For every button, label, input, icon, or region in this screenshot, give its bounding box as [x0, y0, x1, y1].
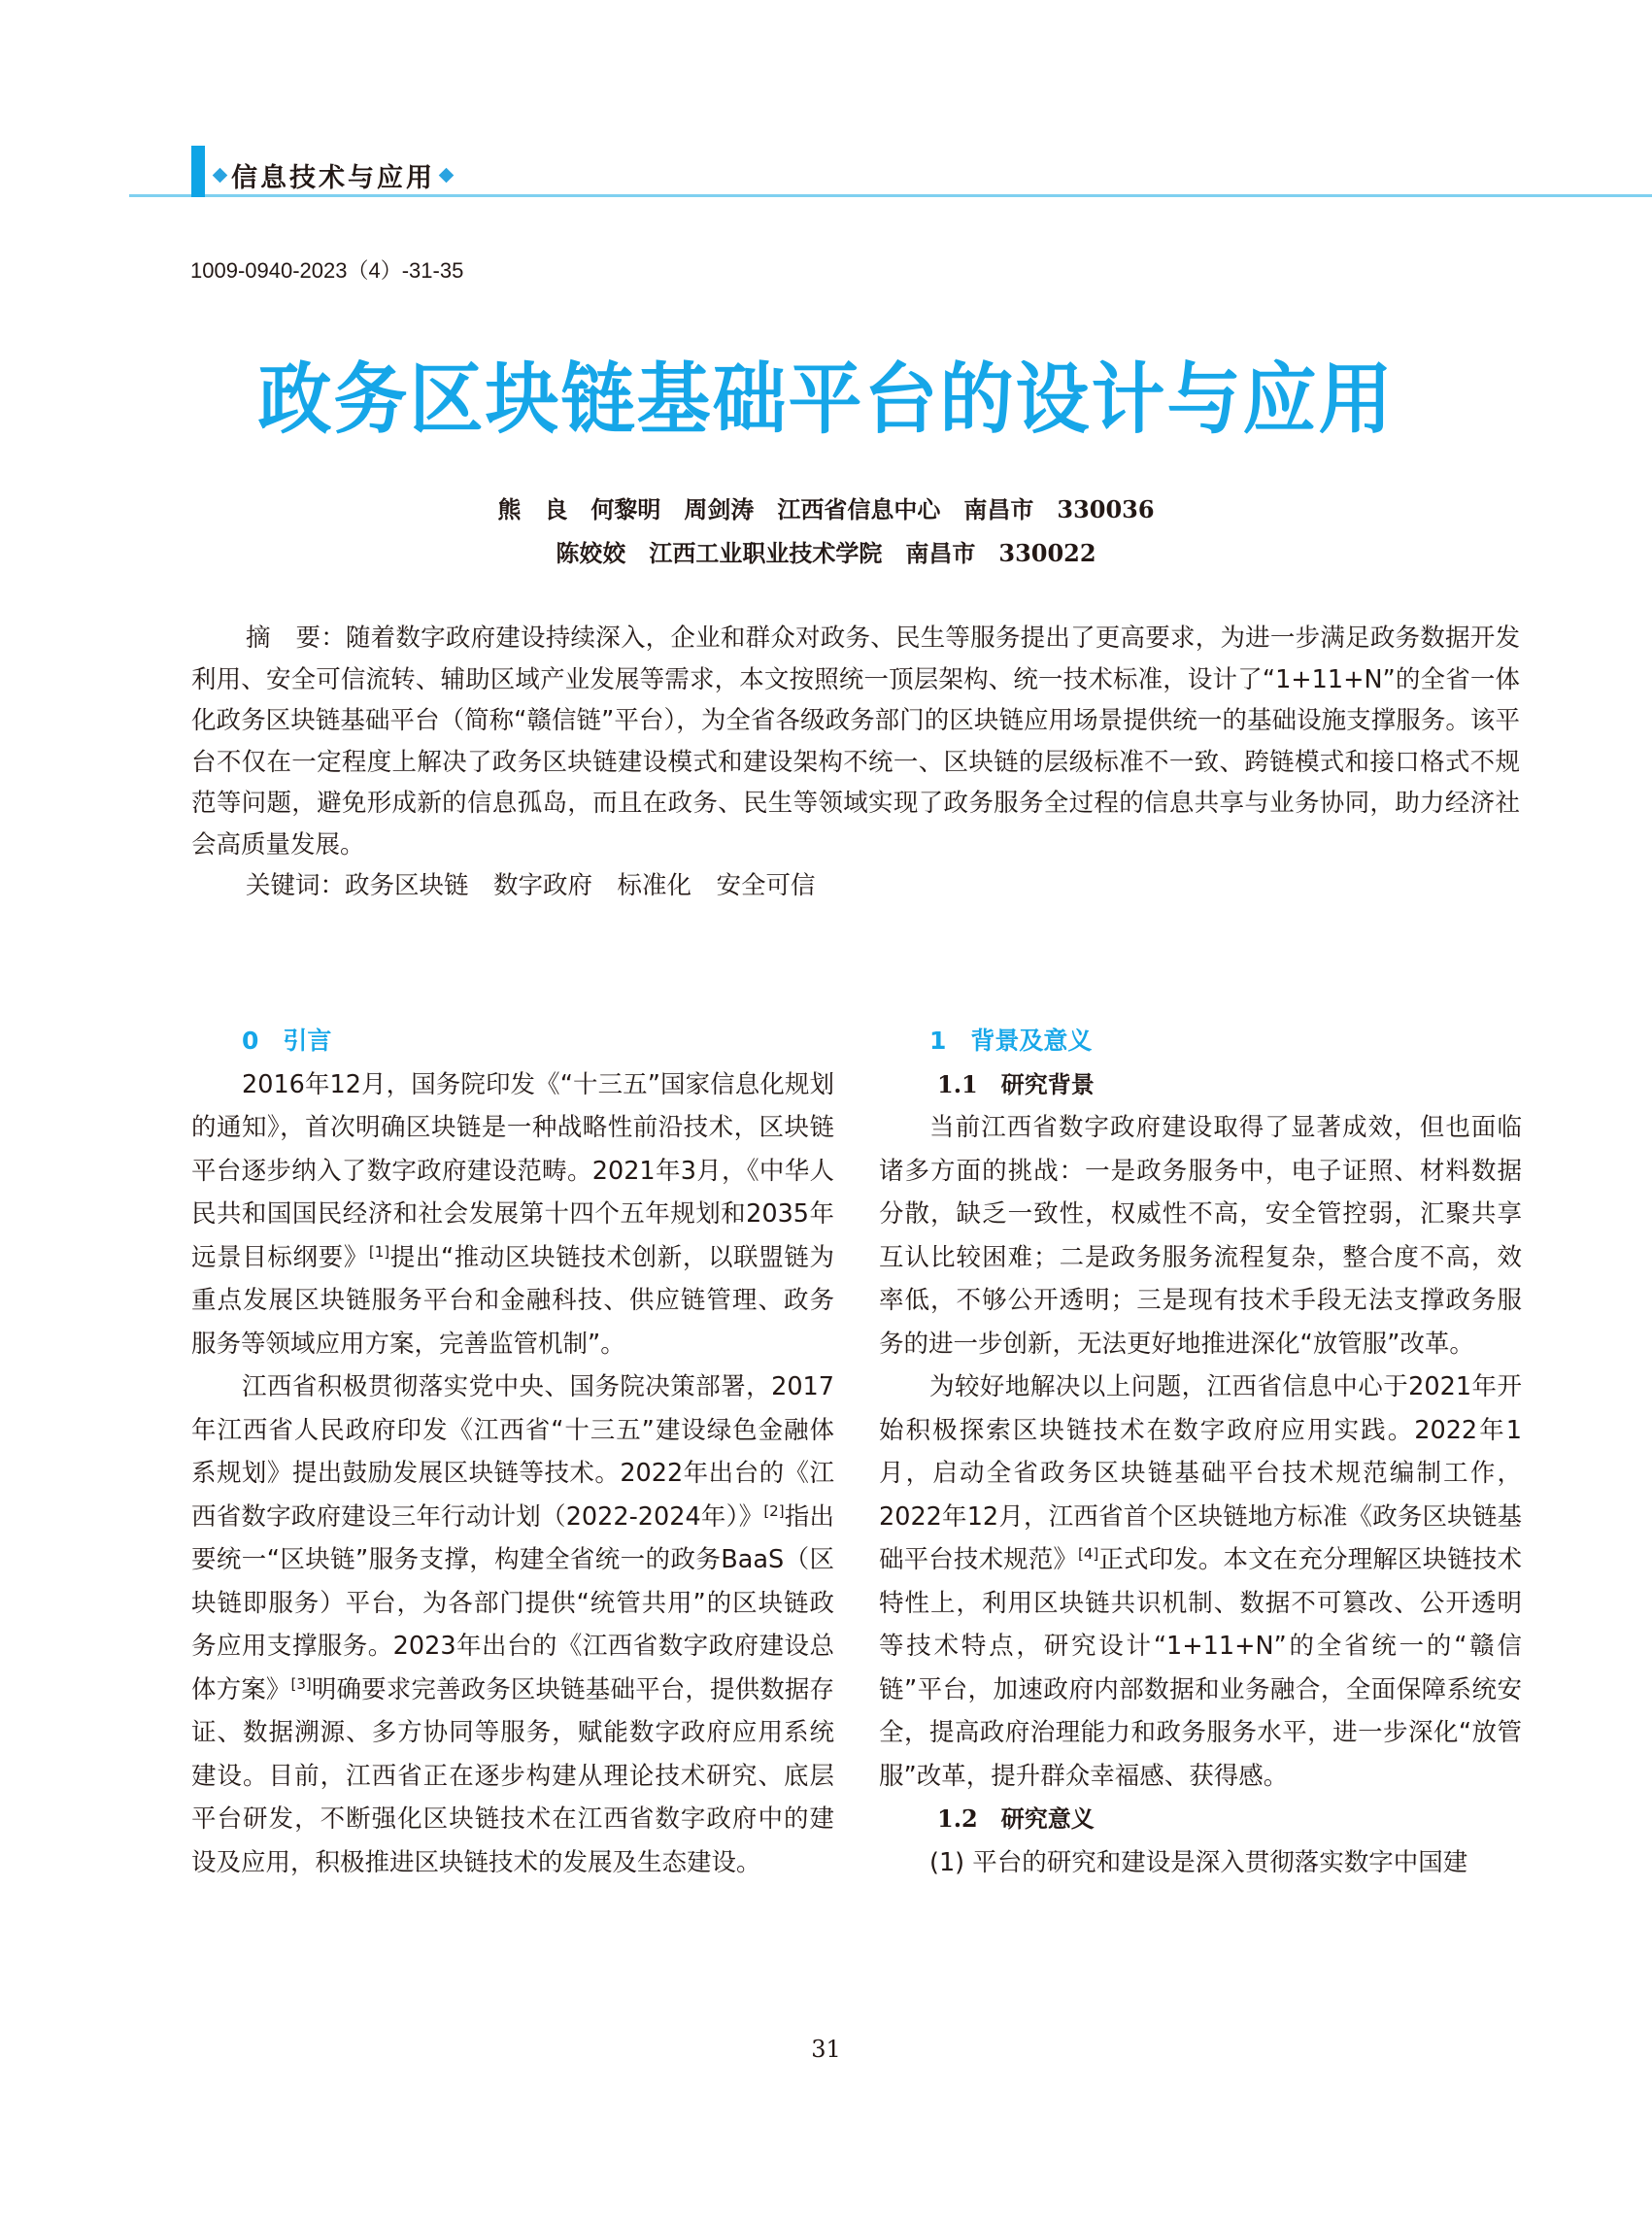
- subsection-2-paragraphs: [879, 1841, 1522, 1885]
- abstract-text: 随着数字政府建设持续深入，企业和群众对政务、民生等服务提出了更高要求，为进一步满足政务数据开发利用、安全可信流转、辅助区域产业发展等需求，本文按照统一顶层架构、统一技术标准，设计了“1+11+N”的全省一体化政务区块链基础平台（简称“赣信链”平台），为全省各级政务部门的区块链应用场景提供统一的基础设施支撑服务。该平台不仅在一定程度上解决了政务区块链建设模式和建设架构不统一、区块链的层级标准不一致、跨链模式和接口格式不规范等问题，避免形成新的信息孤岛，而且在政务、民生等领域实现了政务服务全过程的信息共享与业务协同，助力经济社会高质量发展。: [191, 624, 1520, 860]
- paragraph-text: 当前江西省数字政府建设取得了显著成效，但也面临诸多方面的挑战：一是政务服务中，电子证照、材料数据分散，缺乏一致性，权威性不高，安全管控弱，汇聚共享互认比较困难；二是政务服务流程复杂，整合度不高，效率低，不够公开透明；三是现有技术手段无法支撑政务服务的进一步创新，无法更好地推进深化“放管服”改革。: [879, 1113, 1522, 1359]
- body-paragraph: [191, 1365, 834, 1884]
- citation-ref[interactable]: [4]: [1078, 1545, 1099, 1563]
- page-number: 31: [811, 2036, 841, 2063]
- paragraph-text: 提出“推动区块链技术创新，以联盟链为重点发展区块链服务平台和金融科技、供应链管理、政务服务等领域应用方案，完善监管机制”。: [191, 1242, 834, 1359]
- body-paragraph: [879, 1841, 1522, 1885]
- citation-ref[interactable]: [2]: [763, 1501, 785, 1520]
- authors-block: [0, 488, 1652, 575]
- body-paragraph: [879, 1365, 1522, 1798]
- body-paragraph: [191, 1063, 834, 1366]
- subsection-heading-research-background: 1.1 研究背景: [937, 1069, 1095, 1098]
- paragraph-text: 为较好地解决以上问题，江西省信息中心于2021年开始积极探索区块链技术在数字政府应用实践。2022年1月，启动全省政务区块链基础平台技术规范编制工作，2022年12月，江西省首个区块链地方标准《政务区块链基础平台技术规范》: [879, 1372, 1522, 1574]
- keywords-text: 政务区块链 数字政府 标准化 安全可信: [345, 871, 816, 900]
- paper-title: 政务区块链基础平台的设计与应用: [257, 354, 1395, 445]
- right-column: [879, 1020, 1522, 1884]
- section-label-text: 信息技术与应用: [231, 162, 435, 193]
- paragraph-text: 江西省积极贯彻落实党中央、国务院决策部署，2017年江西省人民政府印发《江西省“十三五”建设绿色金融体系规划》提出鼓励发展区块链等技术。2022年出台的《江西省数字政府建设三年行动计划（2022-2024年）》: [191, 1372, 834, 1532]
- subsection-1-paragraphs: [879, 1106, 1522, 1798]
- section-heading-background: 1 背景及意义: [929, 1027, 1093, 1055]
- paragraph-text: 正式印发。本文在充分理解区块链技术特性上，利用区块链共识机制、数据不可篡改、公开透明等技术特点，研究设计“1+11+N”的全省统一的“赣信链”平台，加速政府内部数据和业务融合，全面保障系统安全，提高政府治理能力和政务服务水平，进一步深化“放管服”改革，提升群众幸福感、获得感。: [879, 1545, 1522, 1791]
- left-column: [191, 1020, 834, 1884]
- citation-ref[interactable]: [3]: [290, 1674, 312, 1693]
- author-line-1: 熊 良 何黎明 周剑涛 江西省信息中心 南昌市 330036: [497, 495, 1155, 523]
- diamond-icon: [213, 167, 228, 183]
- author-line-2: 陈姣姣 江西工业职业技术学院 南昌市 330022: [556, 539, 1096, 567]
- header-rule: [129, 194, 1652, 197]
- left-paragraphs: [191, 1063, 834, 1885]
- section-label: [209, 155, 457, 194]
- subsection-heading-research-significance: 1.2 研究意义: [937, 1804, 1095, 1833]
- body-paragraph: [879, 1106, 1522, 1365]
- diamond-icon: [439, 167, 455, 183]
- keywords: [191, 865, 1520, 907]
- citation-ref[interactable]: [1]: [368, 1242, 390, 1261]
- header-accent-block: [191, 146, 205, 197]
- keywords-label: 关键词：: [246, 871, 346, 900]
- abstract-paragraph: [191, 618, 1520, 865]
- abstract: [191, 618, 1520, 907]
- paragraph-text: 2016年12月，国务院印发《“十三五”国家信息化规划的通知》，首次明确区块链是一种战略性前沿技术，区块链平台逐步纳入了数字政府建设范畴。2021年3月，《中华人民共和国国民经济和社会发展第十四个五年规划和2035年远景目标纲要》: [191, 1069, 834, 1272]
- section-heading-introduction: 0 引言: [242, 1027, 332, 1055]
- paragraph-text: 明确要求完善政务区块链基础平台，提供数据存证、数据溯源、多方协同等服务，赋能数字政府应用系统建设。目前，江西省正在逐步构建从理论技术研究、底层平台研发，不断强化区块链技术在江西省数字政府中的建设及应用，积极推进区块链技术的发展及生态建设。: [191, 1674, 834, 1877]
- document-code: 1009-0940-2023（4）-31-35: [190, 258, 464, 283]
- paragraph-text: (1) 平台的研究和建设是深入贯彻落实数字中国建: [929, 1847, 1468, 1877]
- abstract-label: 摘 要：: [246, 624, 346, 653]
- paragraph-text: 指出要统一“区块链”服务支撑，构建全省统一的政务BaaS（区块链即服务）平台，为各部门提供“统管共用”的区块链政务应用支撑服务。2023年出台的《江西省数字政府建设总体方案》: [191, 1501, 834, 1704]
